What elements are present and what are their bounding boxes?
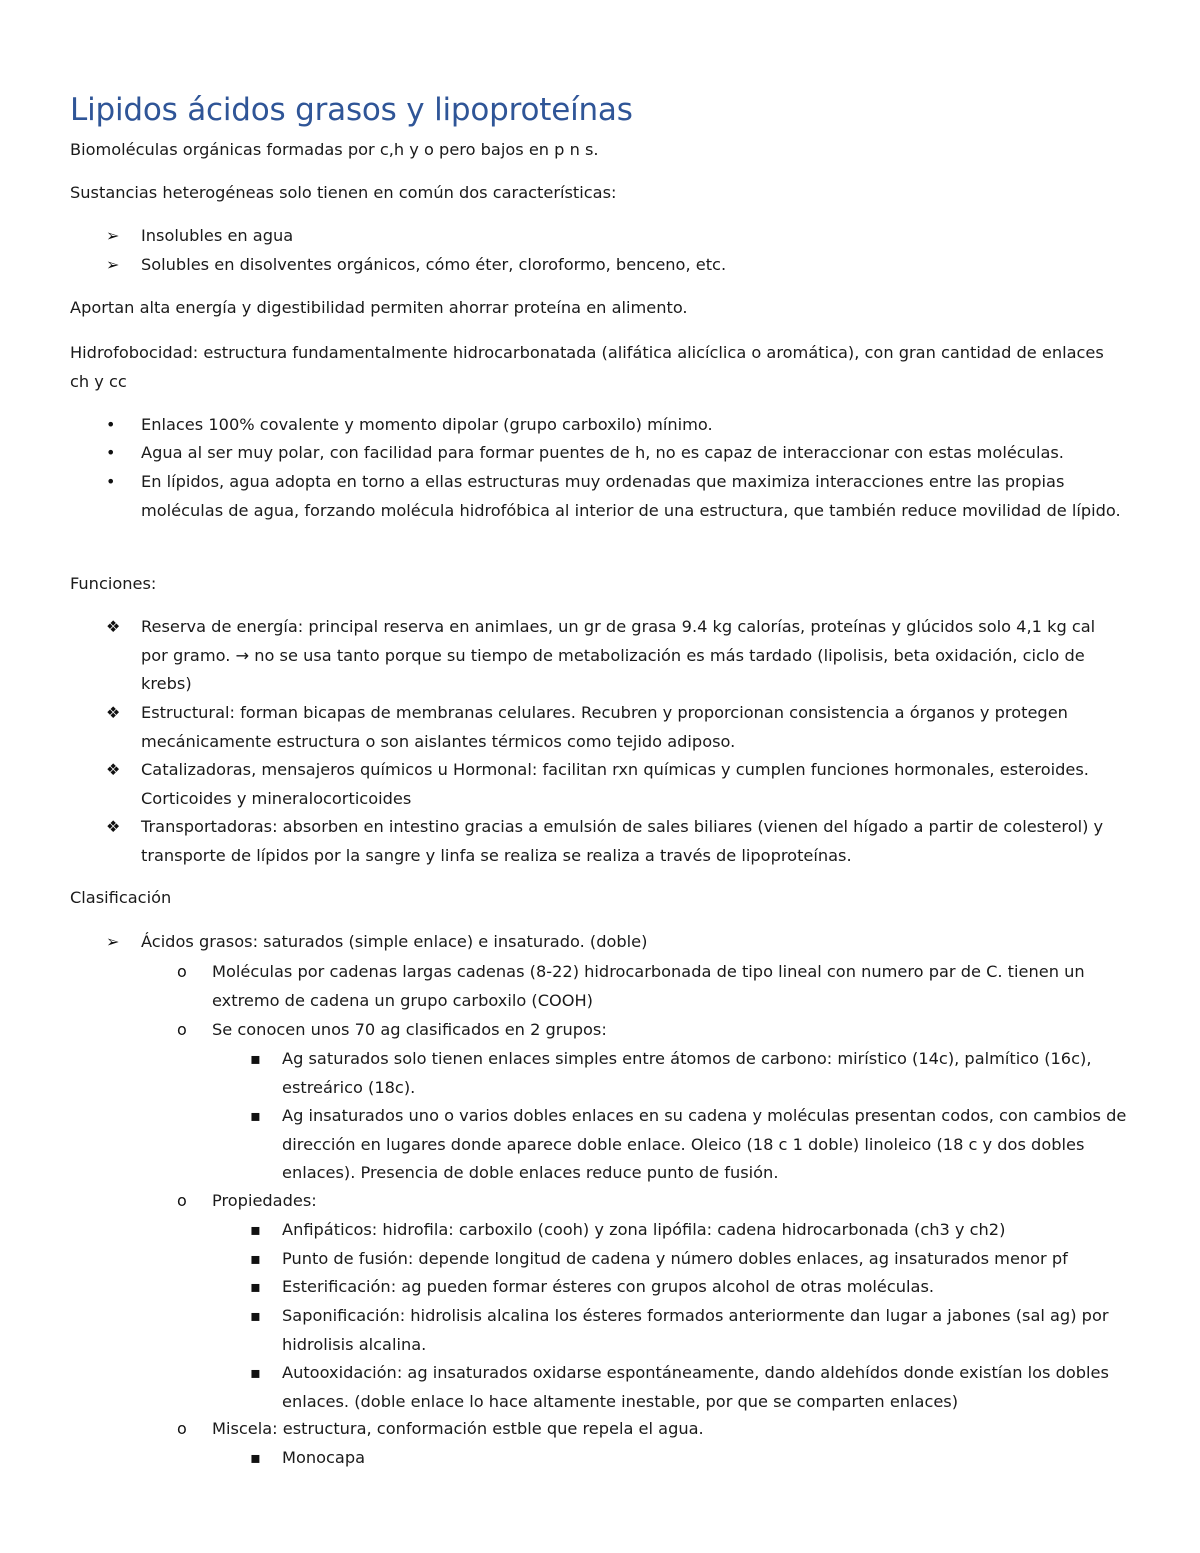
paragraph: Biomoléculas orgánicas formadas por c,h y o pero bajos en p n s. — [70, 140, 599, 159]
diamond-bullet-icon: ❖ — [106, 703, 121, 722]
bullet-icon: • — [106, 443, 116, 462]
list-item: Enlaces 100% covalente y momento dipolar (grupo carboxilo) mínimo. — [141, 415, 713, 434]
list-item: Catalizadoras, mensajeros químicos u Hormonal: facilitan rxn químicas y cumplen funciones hormonales, esteroides. Corticoides y mineralocorticoides — [141, 760, 1089, 808]
circle-bullet-icon: o — [177, 1419, 187, 1438]
paragraph: Clasificación — [70, 888, 172, 907]
list-item: Transportadoras: absorben en intestino gracias a emulsión de sales biliares (vienen del hígado a partir de colesterol) y transporte de lípidos por la sangre y linfa se realiza se realiza a través de lipoproteínas. — [141, 817, 1104, 865]
arrow-bullet-icon: ➢ — [106, 255, 120, 274]
bullet-icon: • — [106, 415, 116, 434]
square-bullet-icon: ▪ — [250, 1363, 261, 1382]
paragraph: Sustancias heterogéneas solo tienen en común dos características: — [70, 183, 617, 202]
list-item: Reserva de energía: principal reserva en animlaes, un gr de grasa 9.4 kg calorías, proteínas y glúcidos solo 4,1 kg cal por gramo. → no se usa tanto porque su tiempo de metabolización es más tardado (lipolisis, beta oxidación, ciclo de krebs) — [141, 617, 1096, 694]
list-item: Saponificación: hidrolisis alcalina los ésteres formados anteriormente dan lugar a jabones (sal ag) por hidrolisis alcalina. — [282, 1306, 1109, 1354]
diamond-bullet-icon: ❖ — [106, 817, 121, 836]
paragraph: Aportan alta energía y digestibilidad permiten ahorrar proteína en alimento. — [70, 298, 688, 317]
circle-bullet-icon: o — [177, 1191, 187, 1210]
square-bullet-icon: ▪ — [250, 1220, 261, 1239]
circle-bullet-icon: o — [177, 1020, 187, 1039]
list-item: En lípidos, agua adopta en torno a ellas estructuras muy ordenadas que maximiza interacciones entre las propias moléculas de agua, forzando molécula hidrofóbica al interior de una estructura, que también reduce movilidad de lípido. — [141, 472, 1121, 520]
diamond-bullet-icon: ❖ — [106, 760, 121, 779]
square-bullet-icon: ▪ — [250, 1049, 261, 1068]
list-item: Solubles en disolventes orgánicos, cómo éter, cloroformo, benceno, etc. — [141, 255, 727, 274]
list-item: Agua al ser muy polar, con facilidad para formar puentes de h, no es capaz de interaccionar con estas moléculas. — [141, 443, 1064, 462]
bullet-icon: • — [106, 472, 116, 491]
list-item: Miscela: estructura, conformación estble que repela el agua. — [212, 1419, 704, 1438]
list-item: Autooxidación: ag insaturados oxidarse espontáneamente, dando aldehídos donde existían los dobles enlaces. (doble enlace lo hace altamente inestable, por que se comparten enlaces) — [282, 1363, 1109, 1411]
square-bullet-icon: ▪ — [250, 1249, 261, 1268]
list-item: Esterificación: ag pueden formar ésteres con grupos alcohol de otras moléculas. — [282, 1277, 935, 1296]
square-bullet-icon: ▪ — [250, 1277, 261, 1296]
document-title: Lipidos ácidos grasos y lipoproteínas — [70, 92, 633, 128]
list-item: Estructural: forman bicapas de membranas celulares. Recubren y proporcionan consistencia a órganos y protegen mecánicamente estructura o son aislantes térmicos como tejido adiposo. — [141, 703, 1068, 751]
list-item: Ag insaturados uno o varios dobles enlaces en su cadena y moléculas presentan codos, con cambios de dirección en lugares donde aparece doble enlace. Oleico (18 c 1 doble) linoleico (18 c y dos dobles enlaces). Presencia de doble enlaces reduce punto de fusión. — [282, 1106, 1127, 1183]
list-item: Moléculas por cadenas largas cadenas (8-22) hidrocarbonada de tipo lineal con numero par de C. tienen un extremo de cadena un grupo carboxilo (COOH) — [212, 962, 1085, 1010]
list-item: Propiedades: — [212, 1191, 317, 1210]
list-item: Anfipáticos: hidrofila: carboxilo (cooh) y zona lipófila: cadena hidrocarbonada (ch3 y ch2) — [282, 1220, 1006, 1239]
list-item: Monocapa — [282, 1448, 366, 1467]
square-bullet-icon: ▪ — [250, 1106, 261, 1125]
list-item: Punto de fusión: depende longitud de cadena y número dobles enlaces, ag insaturados menor pf — [282, 1249, 1068, 1268]
arrow-bullet-icon: ➢ — [106, 932, 120, 951]
square-bullet-icon: ▪ — [250, 1306, 261, 1325]
diamond-bullet-icon: ❖ — [106, 617, 121, 636]
list-item: Ácidos grasos: saturados (simple enlace) e insaturado. (doble) — [141, 932, 648, 951]
list-item: Insolubles en agua — [141, 226, 294, 245]
list-item: Se conocen unos 70 ag clasificados en 2 grupos: — [212, 1020, 607, 1039]
paragraph: Hidrofobocidad: estructura fundamentalmente hidrocarbonatada (alifática alicíclica o aromática), con gran cantidad de enlaces ch y cc — [70, 343, 1104, 391]
circle-bullet-icon: o — [177, 962, 187, 981]
arrow-bullet-icon: ➢ — [106, 226, 120, 245]
list-item: Ag saturados solo tienen enlaces simples entre átomos de carbono: mirístico (14c), palmítico (16c), estreárico (18c). — [282, 1049, 1092, 1097]
paragraph: Funciones: — [70, 574, 157, 593]
square-bullet-icon: ▪ — [250, 1448, 261, 1467]
